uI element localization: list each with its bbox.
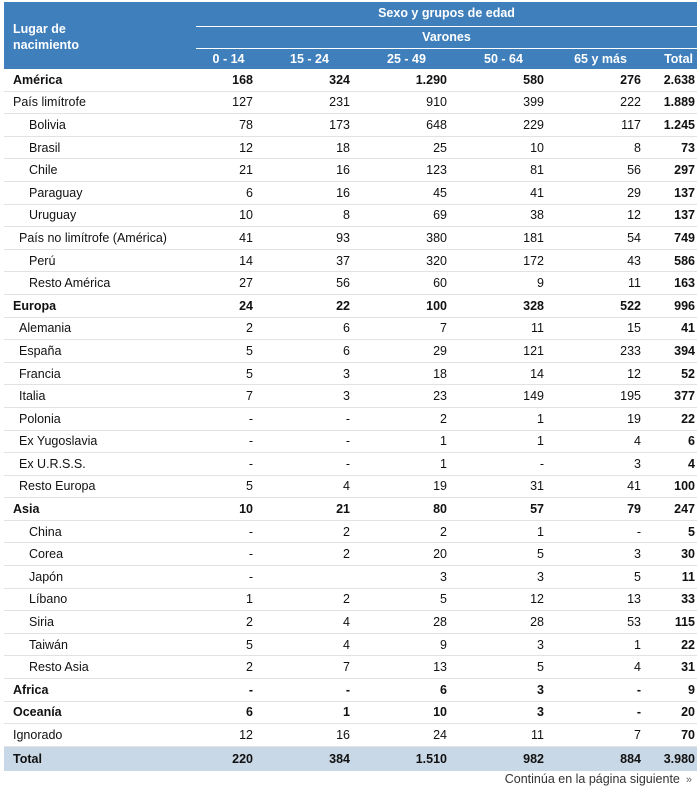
row-label: Siria [29, 615, 55, 630]
cell-65-mas: - [636, 524, 641, 539]
age-header-50-64: 50 - 64 [484, 52, 523, 66]
table-row [4, 205, 697, 228]
row-label: Resto Asia [29, 660, 89, 675]
cell-total: 1.245 [663, 117, 695, 132]
cell-15-24: - [345, 682, 350, 697]
row-label: País limítrofe [13, 95, 86, 110]
cell-15-24: 231 [329, 95, 350, 110]
cell-25-49: 9 [440, 637, 447, 652]
cell-0-14: 2 [246, 660, 253, 675]
cell-15-24: 1 [343, 705, 350, 720]
cell-65-mas: 233 [620, 343, 641, 358]
cell-50-64: 57 [530, 502, 544, 517]
cell-50-64: - [539, 456, 544, 471]
cell-65-mas: 43 [627, 253, 641, 268]
cell-0-14: - [248, 434, 253, 449]
table-row [4, 182, 697, 205]
cell-50-64: 3 [537, 637, 544, 652]
cell-total: 11 [681, 569, 695, 584]
cell-50-64: 38 [530, 208, 544, 223]
cell-0-14: 168 [232, 72, 253, 87]
cell-25-49: 1 [440, 456, 447, 471]
cell-0-14: 2 [246, 615, 253, 630]
lugar-header-line1: Lugar de [13, 22, 66, 36]
table-header [4, 2, 697, 69]
table-row [4, 656, 697, 679]
cell-25-49: 2 [440, 411, 447, 426]
cell-0-14: - [248, 569, 253, 584]
table-row [4, 363, 697, 386]
continue-note [505, 772, 692, 786]
cell-0-14: 21 [239, 163, 253, 178]
cell-total: 20 [681, 705, 695, 720]
row-label: Asia [13, 502, 40, 517]
cell-0-14: 24 [239, 298, 253, 313]
cell-50-64: 3 [537, 705, 544, 720]
cell-0-14: 1 [246, 592, 253, 607]
cell-25-49: 1 [440, 434, 447, 449]
age-header-65-mas: 65 y más [574, 52, 627, 66]
table-row [4, 589, 697, 612]
cell-15-24: 173 [329, 117, 350, 132]
row-label: Bolivia [29, 117, 66, 132]
cell-50-64: 28 [530, 615, 544, 630]
cell-50-64: 11 [531, 321, 544, 336]
cell-50-64: 81 [530, 163, 544, 178]
cell-25-49: 648 [426, 117, 447, 132]
cell-15-24: 22 [336, 298, 350, 313]
row-label: Italia [19, 389, 46, 404]
cell-15-24: - [345, 456, 350, 471]
cell-65-mas: 53 [627, 615, 641, 630]
cell-total: 33 [681, 592, 695, 607]
lugar-header [13, 21, 79, 53]
row-label: Alemania [19, 321, 72, 336]
table-row [4, 431, 697, 454]
cell-65-mas: 195 [620, 389, 641, 404]
cell-25-49: 1.510 [415, 751, 447, 766]
cell-25-49: 25 [433, 140, 447, 155]
cell-total: 100 [674, 479, 695, 494]
cell-total: 22 [681, 637, 695, 652]
cell-25-49: 6 [440, 682, 447, 697]
row-label: Europa [13, 298, 57, 313]
varones-header: Varones [196, 26, 697, 48]
cell-total: 22 [681, 411, 695, 426]
row-label: Paraguay [29, 185, 83, 200]
row-label: Africa [13, 682, 49, 697]
row-label: Francia [19, 366, 61, 381]
cell-0-14: - [248, 547, 253, 562]
total-row [4, 747, 697, 771]
cell-25-49: 910 [426, 95, 447, 110]
cell-50-64: 14 [530, 366, 544, 381]
cell-65-mas: 276 [620, 72, 641, 87]
cell-0-14: 12 [239, 728, 253, 743]
cell-0-14: 6 [246, 185, 253, 200]
cell-65-mas: 13 [627, 592, 641, 607]
cell-15-24: 93 [336, 230, 350, 245]
cell-15-24: 16 [336, 728, 350, 743]
row-label: Total [13, 751, 42, 766]
table-row [4, 227, 697, 250]
row-label: Ignorado [13, 728, 63, 743]
row-label: América [13, 72, 63, 87]
cell-25-49: 80 [433, 502, 447, 517]
cell-25-49: 69 [433, 208, 447, 223]
cell-total: 1.889 [663, 95, 695, 110]
row-label: Resto América [29, 276, 111, 291]
cell-65-mas: 12 [627, 208, 641, 223]
age-header-15-24: 15 - 24 [290, 52, 329, 66]
cell-25-49: 10 [433, 705, 447, 720]
table-row [4, 498, 697, 521]
cell-15-24: 56 [336, 276, 350, 291]
sexo-header: Sexo y grupos de edad [378, 6, 515, 20]
cell-65-mas: 15 [627, 321, 641, 336]
continue-text: Continúa en la página siguiente [504, 772, 680, 786]
cell-15-24: 4 [343, 479, 350, 494]
cell-15-24: 8 [343, 208, 350, 223]
table-row [4, 385, 697, 408]
cell-50-64: 10 [530, 140, 544, 155]
cell-50-64: 1 [537, 434, 544, 449]
cell-0-14: - [248, 524, 253, 539]
cell-0-14: 127 [232, 95, 253, 110]
row-label: Taiwán [29, 637, 68, 652]
table-row [4, 159, 697, 182]
cell-65-mas: - [636, 705, 641, 720]
cell-65-mas: - [636, 682, 641, 697]
cell-15-24: 2 [343, 547, 350, 562]
row-label: País no limítrofe (América) [19, 230, 167, 245]
age-header-25-49: 25 - 49 [387, 52, 426, 66]
cell-65-mas: 4 [634, 660, 641, 675]
cell-total: 73 [681, 140, 695, 155]
cell-65-mas: 5 [634, 569, 641, 584]
cell-15-24: 37 [336, 253, 350, 268]
cell-0-14: 5 [246, 343, 253, 358]
cell-65-mas: 29 [627, 185, 641, 200]
cell-50-64: 1 [537, 411, 544, 426]
cell-65-mas: 56 [627, 163, 641, 178]
cell-25-49: 1.290 [415, 72, 447, 87]
cell-15-24: - [345, 434, 350, 449]
cell-25-49: 3 [440, 569, 447, 584]
cell-25-49: 7 [440, 321, 447, 336]
age-header-total: Total [664, 52, 693, 66]
cell-50-64: 12 [530, 592, 544, 607]
cell-total: 394 [674, 343, 695, 358]
cell-25-49: 19 [433, 479, 447, 494]
row-label: Japón [29, 569, 64, 584]
table-body [4, 69, 697, 771]
table-row [4, 521, 697, 544]
cell-15-24: 4 [343, 615, 350, 630]
cell-total: 6 [688, 434, 695, 449]
cell-25-49: 45 [433, 185, 447, 200]
cell-total: 137 [674, 185, 695, 200]
table-row [4, 453, 697, 476]
cell-15-24: 7 [343, 660, 350, 675]
cell-0-14: 14 [239, 253, 253, 268]
cell-50-64: 229 [523, 117, 544, 132]
cell-15-24: 18 [336, 140, 350, 155]
cell-0-14: 5 [246, 479, 253, 494]
cell-65-mas: 522 [620, 298, 641, 313]
cell-50-64: 982 [523, 751, 544, 766]
table-row [4, 272, 697, 295]
row-label: Chile [29, 163, 58, 178]
cell-total: 996 [674, 298, 695, 313]
cell-65-mas: 41 [627, 479, 641, 494]
cell-50-64: 121 [523, 343, 544, 358]
cell-50-64: 399 [523, 95, 544, 110]
cell-65-mas: 11 [628, 276, 641, 291]
cell-50-64: 328 [523, 298, 544, 313]
cell-0-14: - [248, 682, 253, 697]
cell-total: 115 [674, 615, 695, 630]
cell-65-mas: 884 [620, 751, 641, 766]
cell-total: 52 [681, 366, 695, 381]
cell-15-24: 6 [343, 343, 350, 358]
cell-50-64: 172 [523, 253, 544, 268]
cell-0-14: - [248, 456, 253, 471]
cell-65-mas: 8 [634, 140, 641, 155]
cell-50-64: 3 [537, 682, 544, 697]
cell-65-mas: 7 [634, 728, 641, 743]
table-row [4, 611, 697, 634]
cell-25-49: 24 [433, 728, 447, 743]
cell-25-49: 123 [426, 163, 447, 178]
table-row [4, 340, 697, 363]
row-label: Oceanía [13, 705, 62, 720]
table-row [4, 408, 697, 431]
cell-65-mas: 19 [627, 411, 641, 426]
cell-50-64: 149 [523, 389, 544, 404]
table-row [4, 250, 697, 273]
table-row [4, 114, 697, 137]
cell-0-14: 27 [239, 276, 253, 291]
cell-25-49: 29 [433, 343, 447, 358]
cell-25-49: 20 [433, 547, 447, 562]
cell-0-14: 10 [239, 502, 253, 517]
cell-0-14: 12 [239, 140, 253, 155]
cell-15-24: 3 [343, 366, 350, 381]
row-label: Resto Europa [19, 479, 96, 494]
cell-15-24: 16 [336, 185, 350, 200]
cell-0-14: 78 [239, 117, 253, 132]
row-label: España [19, 343, 62, 358]
cell-0-14: 220 [232, 751, 253, 766]
cell-50-64: 31 [530, 479, 544, 494]
cell-65-mas: 3 [634, 547, 641, 562]
cell-50-64: 580 [523, 72, 544, 87]
table-row [4, 476, 697, 499]
cell-total: 4 [688, 456, 695, 471]
double-chevron-right-icon: » [685, 774, 692, 786]
row-label: Corea [29, 547, 64, 562]
cell-50-64: 181 [523, 230, 544, 245]
row-label: Brasil [29, 140, 61, 155]
data-table [4, 2, 697, 771]
cell-25-49: 5 [440, 592, 447, 607]
cell-0-14: - [248, 411, 253, 426]
age-header-0-14: 0 - 14 [212, 52, 245, 66]
row-label: China [29, 524, 62, 539]
cell-total: 2.638 [663, 72, 695, 87]
cell-total: 41 [681, 321, 695, 336]
row-label: Líbano [29, 592, 68, 607]
cell-65-mas: 1 [634, 637, 641, 652]
cell-50-64: 1 [537, 524, 544, 539]
age-groups-header [196, 48, 697, 70]
cell-0-14: 5 [246, 366, 253, 381]
cell-total: 377 [674, 389, 695, 404]
cell-25-49: 100 [426, 298, 447, 313]
cell-65-mas: 54 [627, 230, 641, 245]
table-row [4, 634, 697, 657]
cell-25-49: 23 [433, 389, 447, 404]
cell-total: 70 [681, 728, 695, 743]
cell-15-24: 2 [343, 524, 350, 539]
cell-25-49: 2 [440, 524, 447, 539]
cell-65-mas: 117 [621, 117, 641, 132]
cell-total: 137 [674, 208, 695, 223]
cell-25-49: 320 [426, 253, 447, 268]
cell-0-14: 7 [246, 389, 253, 404]
cell-15-24: 2 [343, 592, 350, 607]
cell-65-mas: 4 [634, 434, 641, 449]
cell-15-24: 16 [336, 163, 350, 178]
table-row [4, 318, 697, 341]
cell-total: 586 [674, 253, 695, 268]
row-label: Ex Yugoslavia [19, 434, 98, 449]
cell-15-24: 4 [343, 637, 350, 652]
cell-65-mas: 3 [634, 456, 641, 471]
cell-15-24: 3 [343, 389, 350, 404]
table-row [4, 679, 697, 702]
cell-0-14: 6 [246, 705, 253, 720]
cell-25-49: 380 [426, 230, 447, 245]
cell-total: 749 [674, 230, 695, 245]
cell-total: 30 [681, 547, 695, 562]
cell-15-24: 384 [329, 751, 350, 766]
cell-15-24: 21 [336, 502, 350, 517]
cell-65-mas: 222 [620, 95, 641, 110]
table-row [4, 724, 697, 747]
cell-50-64: 3 [537, 569, 544, 584]
cell-total: 3.980 [663, 751, 695, 766]
cell-0-14: 10 [239, 208, 253, 223]
cell-25-49: 18 [433, 366, 447, 381]
cell-50-64: 9 [537, 276, 544, 291]
cell-15-24: 324 [329, 72, 350, 87]
cell-total: 297 [674, 163, 695, 178]
table-row [4, 92, 697, 115]
cell-total: 163 [674, 276, 695, 291]
cell-65-mas: 79 [627, 502, 641, 517]
cell-50-64: 5 [537, 547, 544, 562]
table-row [4, 295, 697, 318]
cell-65-mas: 12 [627, 366, 641, 381]
cell-50-64: 41 [530, 185, 544, 200]
row-label: Uruguay [29, 208, 77, 223]
table-row [4, 566, 697, 589]
row-label: Perú [29, 253, 56, 268]
cell-15-24: 6 [343, 321, 350, 336]
cell-0-14: 41 [239, 230, 253, 245]
table-row [4, 543, 697, 566]
row-label: Polonia [19, 411, 61, 426]
cell-50-64: 11 [531, 728, 544, 743]
table-row [4, 137, 697, 160]
cell-25-49: 28 [433, 615, 447, 630]
cell-0-14: 5 [246, 637, 253, 652]
cell-total: 247 [674, 502, 695, 517]
row-label: Ex U.R.S.S. [19, 456, 86, 471]
cell-total: 31 [681, 660, 695, 675]
table-row [4, 702, 697, 725]
cell-0-14: 2 [246, 321, 253, 336]
cell-total: 5 [688, 524, 695, 539]
table-row [4, 69, 697, 92]
lugar-header-line2: nacimiento [13, 38, 79, 52]
cell-15-24: - [345, 411, 350, 426]
cell-50-64: 5 [537, 660, 544, 675]
cell-25-49: 60 [433, 276, 447, 291]
cell-total: 9 [688, 682, 695, 697]
cell-25-49: 13 [433, 660, 447, 675]
